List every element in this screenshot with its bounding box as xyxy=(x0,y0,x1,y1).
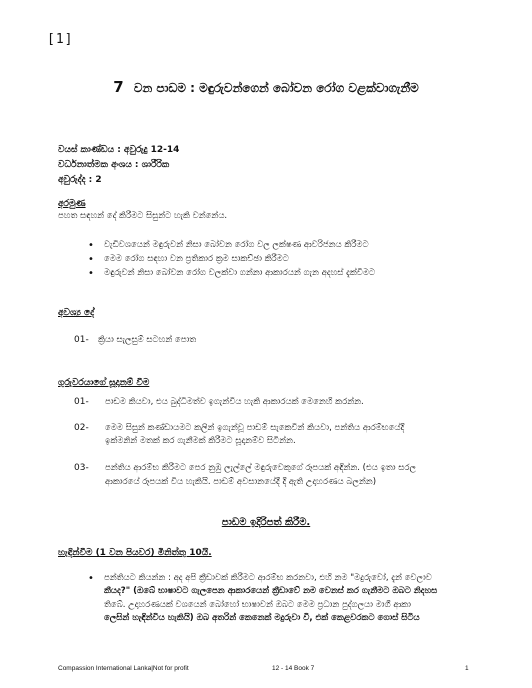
page-marker: [1] xyxy=(47,32,74,47)
meta-year: අවුරුද්ද : 2 xyxy=(58,175,102,185)
section-bullet-line: කීයද?" (ඔබේ භාෂාවට ගැලපෙන ආකාරයෙන් ක්‍රීඩාවේ නම වෙනස් කර ගැනීමට ඔබට නිදහස xyxy=(104,586,438,596)
lesson-intro-heading: පාඩම ඉදිරිපත් කිරීම. xyxy=(221,517,311,528)
objective-item: • මෙම රෝග සඳහා වන ප්‍රතිකාර ක්‍රම සාකච්ඡා කිරීමට xyxy=(104,253,289,266)
lesson-title: වන පාඩම : මඳුරුවන්ගෙන් බෝවන රෝග වළක්වාගැනීම xyxy=(133,81,419,95)
footer-page-number: 1 xyxy=(465,665,469,672)
teacher-prep-heading: ගුරුවරයාගේ සූදානම් වීම xyxy=(58,378,150,388)
section-bullet-line: • පන්තියට කියන්න : අද අපි ක්‍රීඩාවක් කිරීමට ආරම්භ කරනවා, එහි නම "මදුරුවෝ, දැන් වෙලාව xyxy=(104,572,432,585)
prep-line: ඉක්මනින් මතක් කර ගැනීමක් කිරීමට සූදානම්ව සිටින්න. xyxy=(105,436,296,446)
section-heading: හැඳින්වීම (1 වන පියවර) මිනිත්තු 10යි. xyxy=(58,548,212,558)
prep-line: මෙම සිසුන් කණ්ඩායමට කලින් ඉගැන්වූ පාඩම් සැකෙවින් කියවා, පන්තිය ආරම්භයේදී xyxy=(105,423,405,433)
materials-heading: අවශ්‍ය දේ xyxy=(58,308,95,318)
prep-line: පාඩම කියවා, එය බුද්ධිමත්ව ඉගැන්විය හැකි ආකාරයක් මෙනෙහි කරන්න. xyxy=(105,397,364,407)
prep-number: 02- xyxy=(74,423,89,433)
objective-item: • වැඩිවශයෙන් මඳුරුවන් නිසා බෝවන රෝග වල ලක්ෂණ ආවරිජනය කිරීමට xyxy=(104,239,369,252)
objective-item: • මඳුරුවන් නිසා බෝවන රෝග වලක්වා ගන්නා ආකාරයන් ගැන අදහස් දැක්වීමට xyxy=(104,267,375,280)
objectives-heading: අරමුණ xyxy=(58,199,86,209)
section-bullet-line: ලෙසින් හැඳින්විය හැකියි) ඔබ අතරින් කෙනෙක් මදුරුවා වී, එක් කෙළවරකට ගොස් සිටිය xyxy=(104,613,420,623)
prep-number: 03- xyxy=(74,463,89,473)
meta-dimension: වර්ධනාත්මක අංශය : ශාරීරික xyxy=(58,160,170,170)
meta-age-group: වයස් කාණ්ඩය : අවුරුදු 12-14 xyxy=(58,145,180,155)
footer-book: 12 - 14 Book 7 xyxy=(272,665,315,672)
material-item: ක්‍රියා සැලසුම් සටහන් පොත xyxy=(98,335,197,345)
material-number: 01- xyxy=(74,335,89,345)
section-bullet-line: තිබේ. උදාහරණයක් වශයෙන් බෝහෝ භාෂාවන් ඔබට මෙම ප්‍රධාන පුද්ගලයා මාගී ආකා xyxy=(104,600,411,610)
prep-line: පන්තිය ආරම්භ කිරීමට පෙර නුඹු ලැල්ලේ මඳුරුවෙකුගේ රූපයක් අඳින්න. (එය ඉතා සරල xyxy=(105,463,417,473)
prep-number: 01- xyxy=(74,397,89,407)
page-title xyxy=(0,78,532,96)
lesson-number: 7 xyxy=(113,78,124,96)
footer-org: Compassion International Lanka|Not for profit xyxy=(58,665,189,672)
prep-line: ආකාරයේ රූපයක් විය හැකියි. පාඩම් අවසානයේදී දී ඇති උදාහරණය බලන්න) xyxy=(105,477,377,487)
objectives-intro: පහත සඳහන් දේ කිරීමට සිසුන්ට හැකි වන්නේය. xyxy=(58,211,228,221)
